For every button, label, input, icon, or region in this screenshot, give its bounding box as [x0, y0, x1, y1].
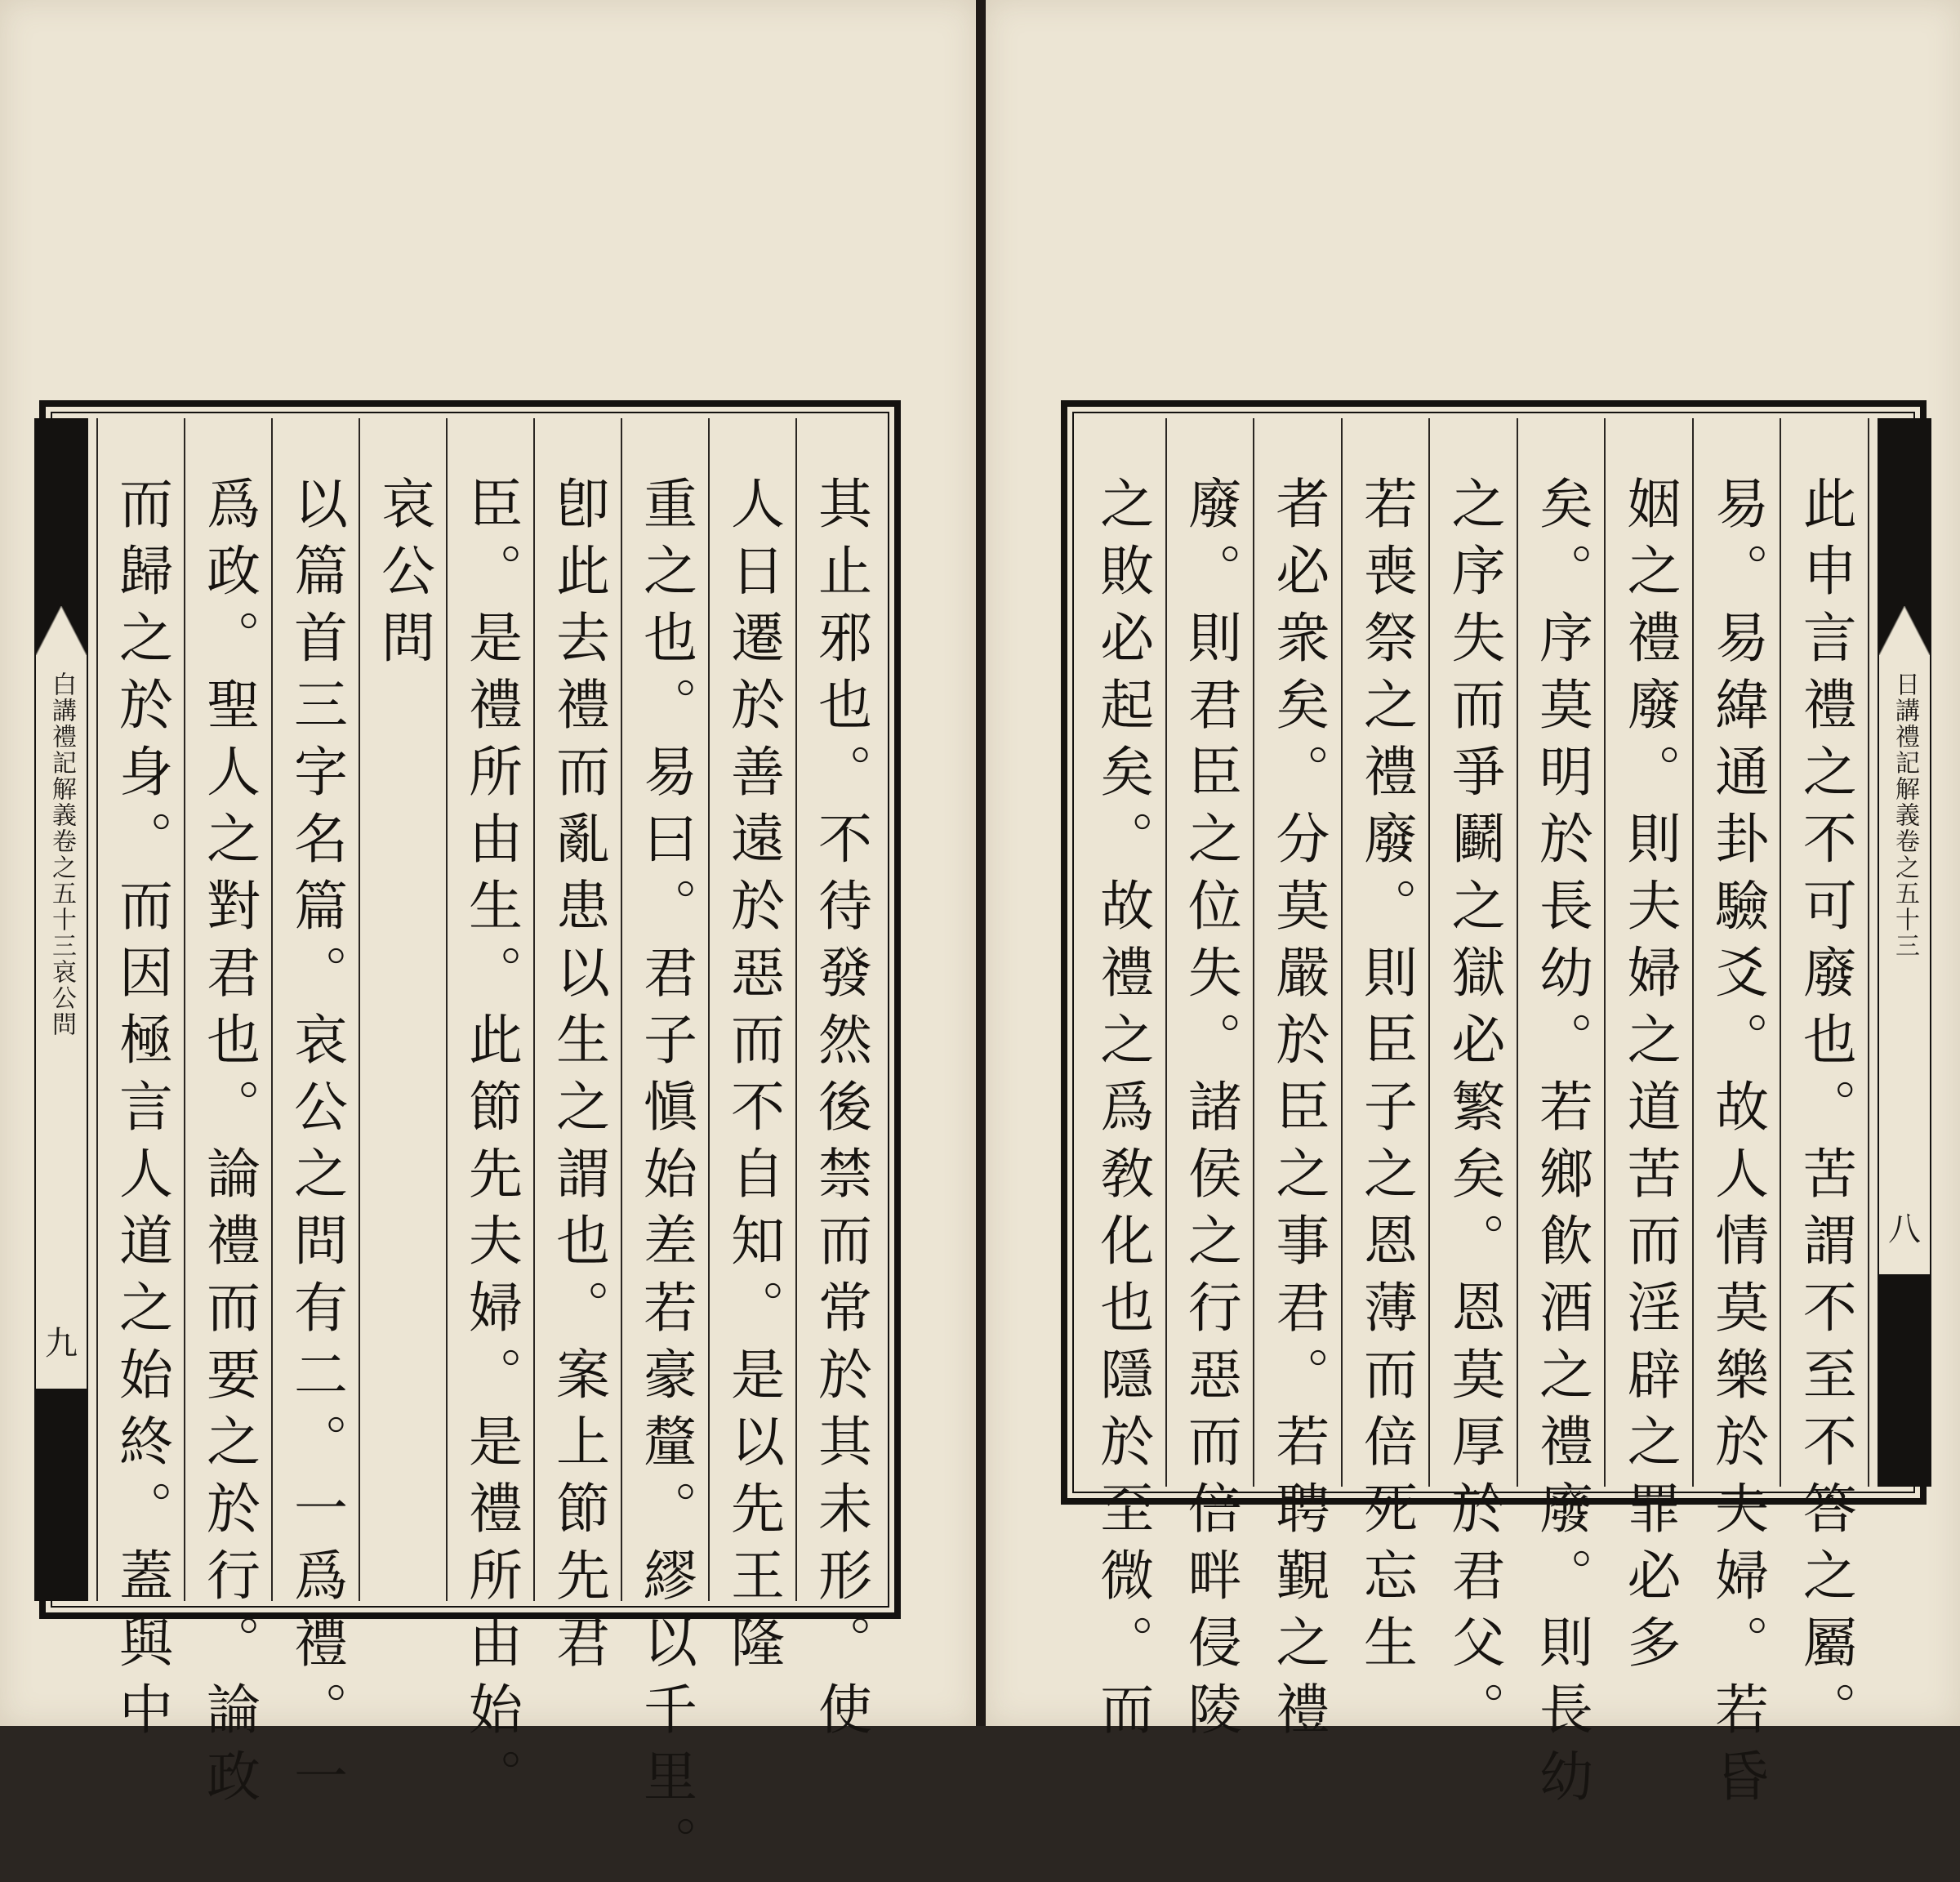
- fishtail-ornament: [36, 606, 87, 655]
- left-text-frame: [39, 400, 901, 1882]
- fold-black-block-top: [36, 418, 87, 606]
- text-column: [1341, 418, 1429, 1681]
- right-page: [986, 0, 1960, 1815]
- column-text: 易。易緯通卦驗爻。故人情莫樂於夫婦。若昏: [1705, 475, 1769, 1815]
- text-column: [359, 418, 446, 1601]
- text-column: [1692, 418, 1780, 1815]
- text-column: [795, 418, 883, 1748]
- fold-title: 白講禮記解義卷之五十三哀公問: [47, 671, 76, 1037]
- text-column: [1428, 418, 1517, 1748]
- column-text: 若喪祭之禮廢。則臣子之恩薄而倍死忘生: [1354, 475, 1418, 1681]
- column-text: 人日遷於善遠於惡而不自知。是以先王隆: [721, 475, 785, 1681]
- column-text: 廢。則君臣之位失。諸侯之行惡而倍畔侵陵: [1178, 475, 1242, 1748]
- text-column: [1604, 418, 1692, 1681]
- column-text: 此申言禮之不可廢也。苦謂不至不答之屬。: [1793, 475, 1857, 1748]
- fishtail-ornament: [1879, 606, 1930, 655]
- text-column: [1253, 418, 1341, 1748]
- text-column: [708, 418, 795, 1681]
- column-text: 姻之禮廢。則夫婦之道苦而淫辟之罪必多: [1618, 475, 1682, 1681]
- column-text: 其止邪也。不待發然後禁而常於其未形。使: [808, 475, 872, 1748]
- column-text: 矣。序莫明於長幼。若鄉飮酒之禮廢。則長幼: [1530, 475, 1593, 1815]
- column-text: 哀公問: [372, 475, 435, 676]
- column-text: 重之也。易曰。君子愼始差若豪釐。繆以千里。: [634, 475, 697, 1882]
- text-column: [1780, 418, 1868, 1748]
- page-number: 八: [1888, 1211, 1921, 1248]
- right-text-frame: [1061, 400, 1927, 1815]
- left-columns: [57, 418, 883, 1882]
- right-columns: [1079, 418, 1909, 1815]
- text-column: [533, 418, 621, 1681]
- text-column: [96, 418, 184, 1748]
- text-column: [1079, 418, 1165, 1748]
- fold-black-block-top: [1879, 418, 1930, 606]
- column-text: 爲政。聖人之對君也。論禮而要之於行。論政: [197, 475, 261, 1815]
- text-column: [184, 418, 271, 1815]
- text-column: [271, 418, 359, 1815]
- column-text: 之序失而爭鬬之獄必繁矣。恩莫厚於君父。: [1441, 475, 1505, 1748]
- column-text: 而歸之於身。而因極言人道之始終。蓋與中: [109, 475, 173, 1748]
- column-text: 以篇首三字名篇。哀公之問有二。一爲禮。一: [284, 475, 348, 1815]
- column-text: 者必衆矣。分莫嚴於臣之事君。若聘覲之禮: [1266, 475, 1330, 1748]
- text-column: [1517, 418, 1605, 1815]
- text-column: [621, 418, 708, 1882]
- text-column: [446, 418, 533, 1815]
- text-column: [1165, 418, 1254, 1748]
- column-text: 卽此去禮而亂患以生之謂也。案上節先君: [546, 475, 610, 1681]
- page-number: 九: [45, 1325, 78, 1362]
- left-fold-column: [34, 418, 88, 1601]
- fold-black-block-bottom: [36, 1389, 87, 1601]
- left-page: [0, 0, 976, 1882]
- book-spine: [976, 0, 986, 1726]
- column-text: 臣。是禮所由生。此節先夫婦。是禮所由始。: [459, 475, 523, 1815]
- column-text: 之敗必起矣。故禮之爲敎化也隱於至微。而: [1090, 475, 1154, 1748]
- fold-black-block-bottom: [1879, 1274, 1930, 1487]
- fold-title: 日講禮記解義卷之五十三: [1891, 671, 1919, 959]
- right-fold-column: [1878, 418, 1931, 1487]
